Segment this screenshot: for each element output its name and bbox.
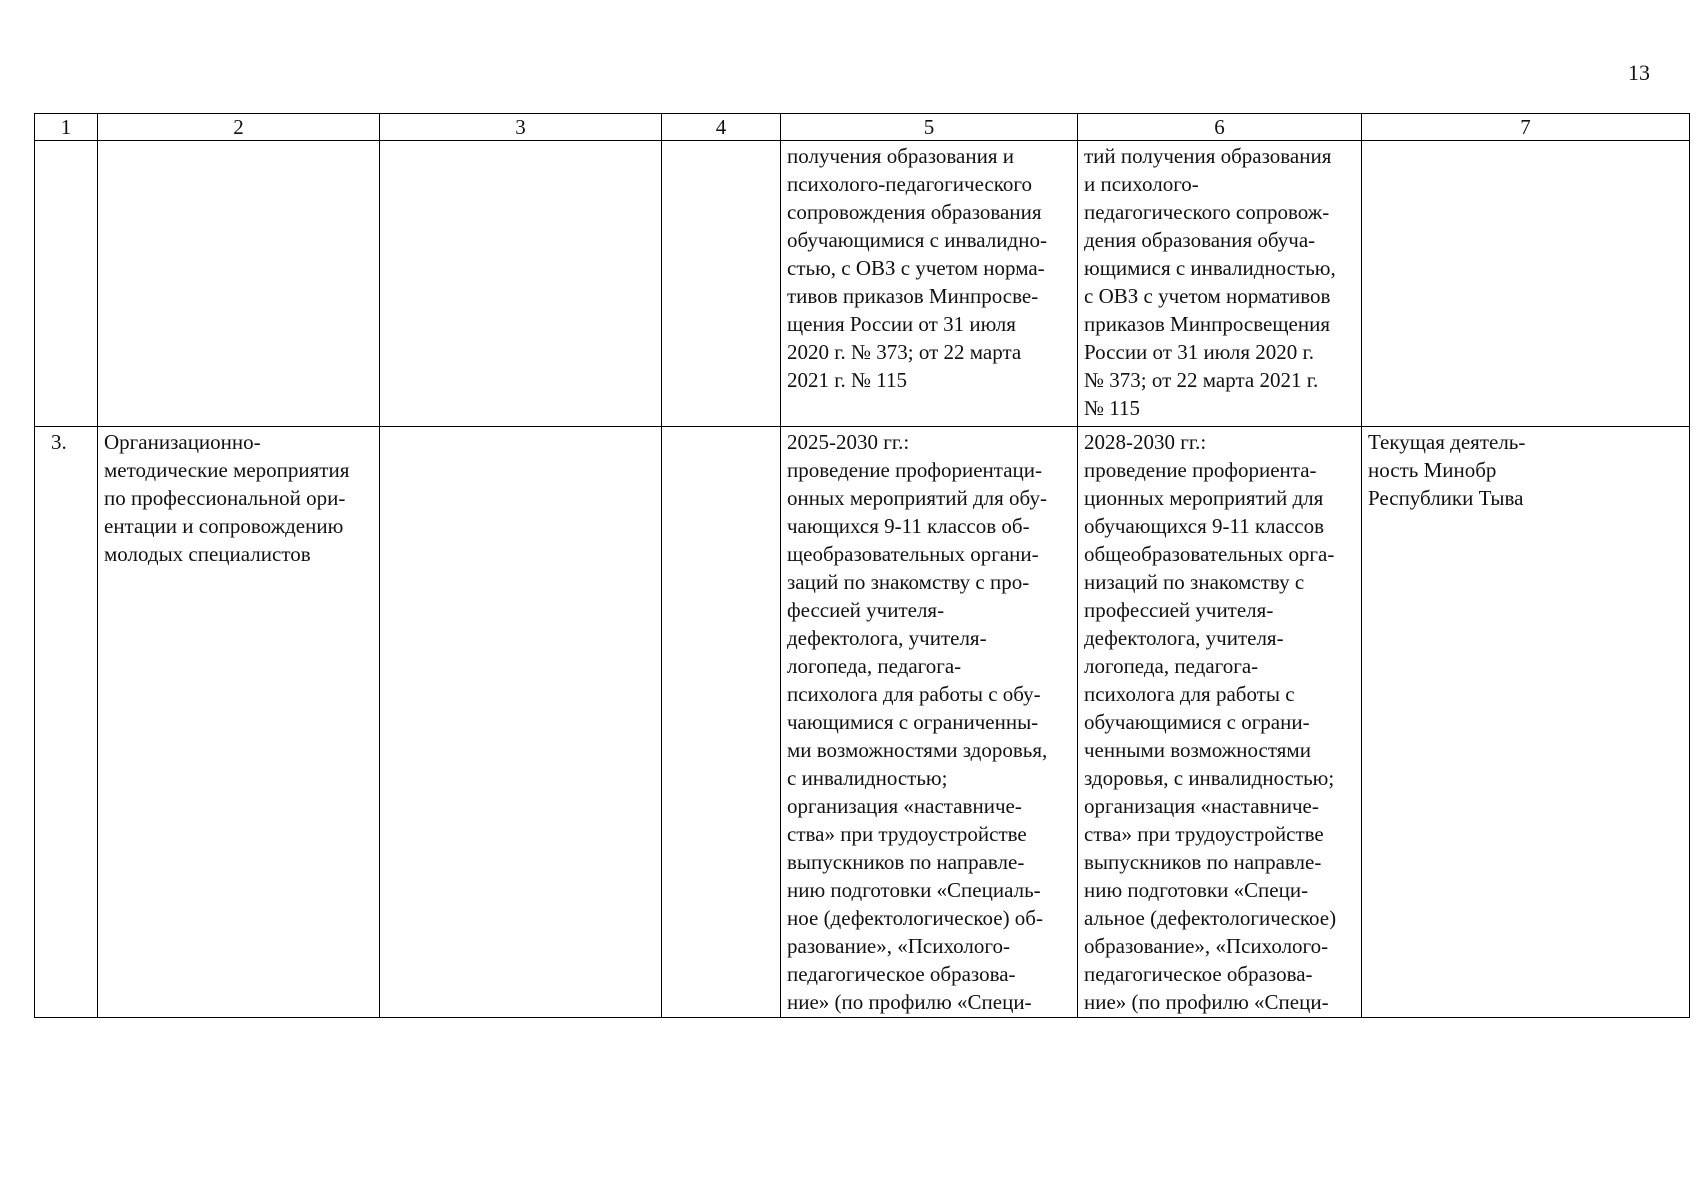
text-line: профессией учителя-: [1084, 598, 1274, 622]
text-line: онных мероприятий для обу-: [787, 486, 1047, 510]
column-header-6: 6: [1078, 114, 1362, 141]
column-header-4: 4: [662, 114, 781, 141]
text-line: выпускников по направле-: [1084, 850, 1322, 874]
text-line: приказов Минпросвещения: [1084, 312, 1330, 336]
column-6-cell: [1078, 141, 1362, 427]
text-line: дефектолога, учителя-: [1084, 626, 1284, 650]
text-line: ченными возможностями: [1084, 738, 1311, 762]
text-line: щеобразовательных органи-: [787, 542, 1039, 566]
text-line: организация «наставниче-: [1084, 794, 1319, 818]
text-line: стью, с ОВЗ с учетом норма-: [787, 256, 1045, 280]
text-line: дения образования обуча-: [1084, 228, 1316, 252]
text-line: и психолого-: [1084, 172, 1199, 196]
text-line: Текущая деятель-: [1368, 430, 1526, 454]
text-line: педагогическое образова-: [787, 962, 1016, 986]
text-line: по профессиональной ори-: [104, 486, 346, 510]
text-line: нию подготовки «Специаль-: [787, 878, 1041, 902]
row-number-cell: 3.: [35, 427, 98, 1018]
text-line: здоровья, с инвалидностью;: [1084, 766, 1335, 790]
text-line: 2028-2030 гг.:: [1084, 430, 1207, 454]
text-line: фессией учителя-: [787, 598, 945, 622]
text-line: психолого-педагогического: [787, 172, 1032, 196]
column-3-cell: [380, 427, 662, 1018]
column-7-cell: [1362, 427, 1690, 1018]
text-line: ентации и сопровождению: [104, 514, 344, 538]
text-line: молодых специалистов: [104, 542, 311, 566]
text-line: заций по знакомству с про-: [787, 570, 1030, 594]
column-header-5: 5: [781, 114, 1078, 141]
text-line: Организационно-: [104, 430, 261, 454]
event-name-cell: [98, 427, 380, 1018]
text-line: сопровождения образования: [787, 200, 1042, 224]
text-line: ное (дефектологическое) об-: [787, 906, 1043, 930]
column-header-2: 2: [98, 114, 380, 141]
event-name-cell: [98, 141, 380, 427]
column-4-cell: [662, 427, 781, 1018]
text-line: педагогического сопровож-: [1084, 200, 1330, 224]
text-line: альное (дефектологическое): [1084, 906, 1337, 930]
text-line: Республики Тыва: [1368, 486, 1524, 510]
text-line: методические мероприятия: [104, 458, 350, 482]
text-line: выпускников по направле-: [787, 850, 1025, 874]
text-line: ми возможностями здоровья,: [787, 738, 1048, 762]
text-line: России от 31 июля 2020 г.: [1084, 340, 1314, 364]
text-line: логопеда, педагога-: [787, 654, 962, 678]
column-header-7: 7: [1362, 114, 1690, 141]
text-line: педагогическое образова-: [1084, 962, 1313, 986]
text-line: нию подготовки «Специ-: [1084, 878, 1309, 902]
text-line: обучающихся 9-11 классов: [1084, 514, 1325, 538]
text-line: получения образования и: [787, 144, 1014, 168]
column-3-cell: [380, 141, 662, 427]
text-line: психолога для работы с обу-: [787, 682, 1041, 706]
table-row-3: [35, 427, 1690, 1018]
text-line: образование», «Психолого-: [1084, 934, 1329, 958]
column-5-cell: [781, 141, 1078, 427]
row-number-cell: [35, 141, 98, 427]
column-7-cell: [1362, 141, 1690, 427]
text-line: чающихся 9-11 классов об-: [787, 514, 1030, 538]
text-line: ства» при трудоустройстве: [787, 822, 1027, 846]
text-line: 2025-2030 гг.:: [787, 430, 910, 454]
text-line: обучающимися с инвалидно-: [787, 228, 1047, 252]
table-header-row: [35, 114, 1690, 141]
text-line: № 115: [1084, 396, 1141, 420]
text-line: № 373; от 22 марта 2021 г.: [1084, 368, 1319, 392]
text-line: чающимися с ограниченны-: [787, 710, 1039, 734]
text-line: 2020 г. № 373; от 22 марта: [787, 340, 1022, 364]
text-line: проведение профориента-: [1084, 458, 1317, 482]
text-line: разование», «Психолого-: [787, 934, 1010, 958]
text-line: дефектолога, учителя-: [787, 626, 987, 650]
text-line: ние» (по профилю «Специ-: [1084, 990, 1329, 1014]
text-line: с инвалидностью;: [787, 766, 948, 790]
text-line: обучающимися с ограни-: [1084, 710, 1310, 734]
text-line: ционных мероприятий для: [1084, 486, 1324, 510]
column-header-3: 3: [380, 114, 662, 141]
text-line: ние» (по профилю «Специ-: [787, 990, 1032, 1014]
text-line: 2021 г. № 115: [787, 368, 908, 392]
column-6-cell: [1078, 427, 1362, 1018]
text-line: тий получения образования: [1084, 144, 1332, 168]
column-4-cell: [662, 141, 781, 427]
text-line: ность Минобр: [1368, 458, 1497, 482]
text-line: ства» при трудоустройстве: [1084, 822, 1324, 846]
text-line: логопеда, педагога-: [1084, 654, 1259, 678]
text-line: щения России от 31 июля: [787, 312, 1016, 336]
text-line: низаций по знакомству с: [1084, 570, 1305, 594]
text-line: ющимися с инвалидностью,: [1084, 256, 1336, 280]
table-row-continuation: [35, 141, 1690, 427]
text-line: тивов приказов Минпросве-: [787, 284, 1039, 308]
text-line: проведение профориентаци-: [787, 458, 1042, 482]
column-header-1: 1: [35, 114, 98, 141]
text-line: психолога для работы с: [1084, 682, 1295, 706]
text-line: организация «наставниче-: [787, 794, 1022, 818]
text-line: с ОВЗ с учетом нормативов: [1084, 284, 1331, 308]
document-table: [34, 113, 1690, 1018]
page-number: 13: [1628, 60, 1650, 85]
text-line: общеобразовательных орга-: [1084, 542, 1335, 566]
column-5-cell: [781, 427, 1078, 1018]
